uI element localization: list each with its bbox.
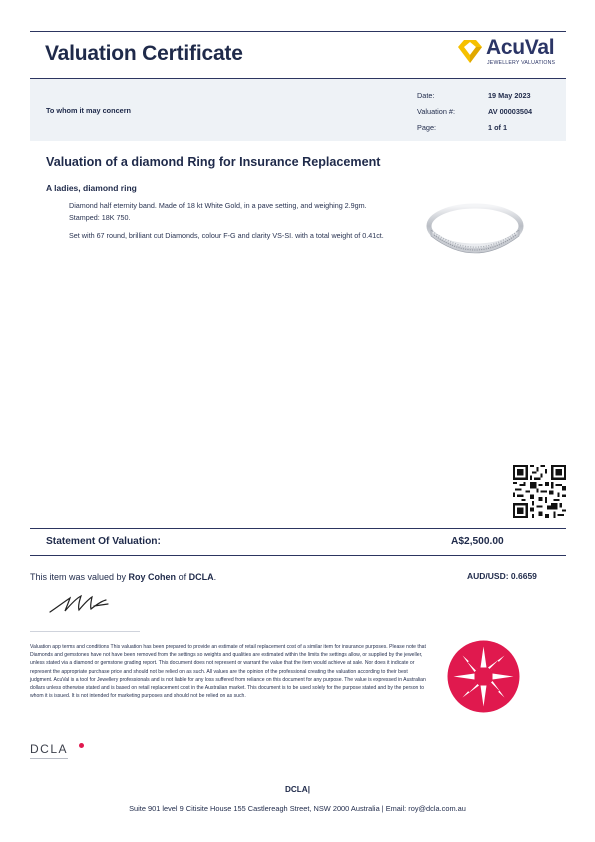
item-description-2: Set with 67 round, brilliant cut Diamonds, colour F-G and clarity VS-SI. with a total weight of 0.41ct.: [69, 231, 384, 240]
valuation-subject: Valuation of a diamond Ring for Insurance Replacement: [46, 155, 381, 169]
valued-by-middle: of: [176, 572, 189, 582]
valued-by-prefix: This item was valued by: [30, 572, 129, 582]
exchange-rate: AUD/USD: 0.6659: [467, 571, 537, 581]
dcla-logo-underline: [30, 758, 68, 759]
dcla-logo-text: DCLA: [30, 742, 69, 756]
footer-address: Suite 901 level 9 Citisite House 155 Castlereagh Street, NSW 2000 Australia | Email: roy@dcla.com.au: [129, 804, 466, 813]
page-value: 1 of 1: [488, 123, 508, 132]
statement-label: Statement Of Valuation:: [46, 536, 161, 547]
acuval-logo-icon: [455, 37, 485, 67]
valued-by-suffix: .: [213, 572, 217, 582]
statement-rule-top: [30, 528, 566, 529]
footer-company: DCLA|: [284, 785, 311, 794]
statement-rule-bottom: [30, 555, 566, 556]
page-label: Page:: [417, 123, 437, 132]
statement-amount: A$2,500.00: [451, 536, 504, 547]
valued-by-line: [30, 572, 216, 582]
item-heading: A ladies, diamond ring: [46, 183, 137, 193]
date-value: 19 May 2023: [488, 91, 531, 100]
addressee: To whom it may concern: [46, 106, 132, 115]
signature-line: [30, 631, 140, 632]
dcla-logo: [30, 740, 85, 762]
diamond-ring-photo: [425, 198, 525, 260]
dcla-logo-dot-icon: [79, 743, 84, 748]
top-rule: [30, 31, 566, 32]
qr-code[interactable]: [513, 465, 566, 518]
valuer-company: DCLA: [188, 572, 214, 582]
brand-name: AcuVal: [486, 36, 555, 59]
valuation-number-value: AV 00003504: [488, 107, 533, 116]
valuation-number-label: Valuation #:: [417, 107, 455, 116]
dcla-star-badge: [446, 639, 521, 714]
brand-tagline: JEWELLERY VALUATIONS: [487, 60, 556, 66]
date-label: Date:: [417, 91, 435, 100]
valuer-name: Roy Cohen: [128, 572, 177, 582]
page-title: Valuation Certificate: [45, 42, 243, 65]
terms-and-conditions: Valuation app terms and conditions This valuation has been prepared to provide an estimate of retail replacement cost of a similar item for insurance purposes. Please note that Diamonds and gemstones have not have been removed from the settings so weights and qualities are estimated within the limits the settings allow, or supplied by the jeweller, unless stated via a diamond or gemstone grading report. This document does not represent or warrant the value that the item would achieve at sale. Nor does it indicate or represent the appropriate purchase price and should not be relied on as such. All values are the opinion of the professional creating the valuation according to their best judgment. AcuVal is a tool for Jewellery professionals and is not liable for any loss suffered from reliance on this document for any purpose. The value is expressed in Australian dollars unless otherwise stated and is based on retail replacement cost in the Australian market. This document is to be used solely for the purpose stated and by the person to whom it is issued. It is not intended for marketing purposes and should not be relied on as such.: [30, 644, 426, 700]
valuer-signature: [46, 592, 131, 616]
item-description-1: Diamond half eternity band. Made of 18 kt White Gold, in a pave setting, and weighing 2.9gm. Stamped: 18K 750.: [69, 201, 367, 222]
